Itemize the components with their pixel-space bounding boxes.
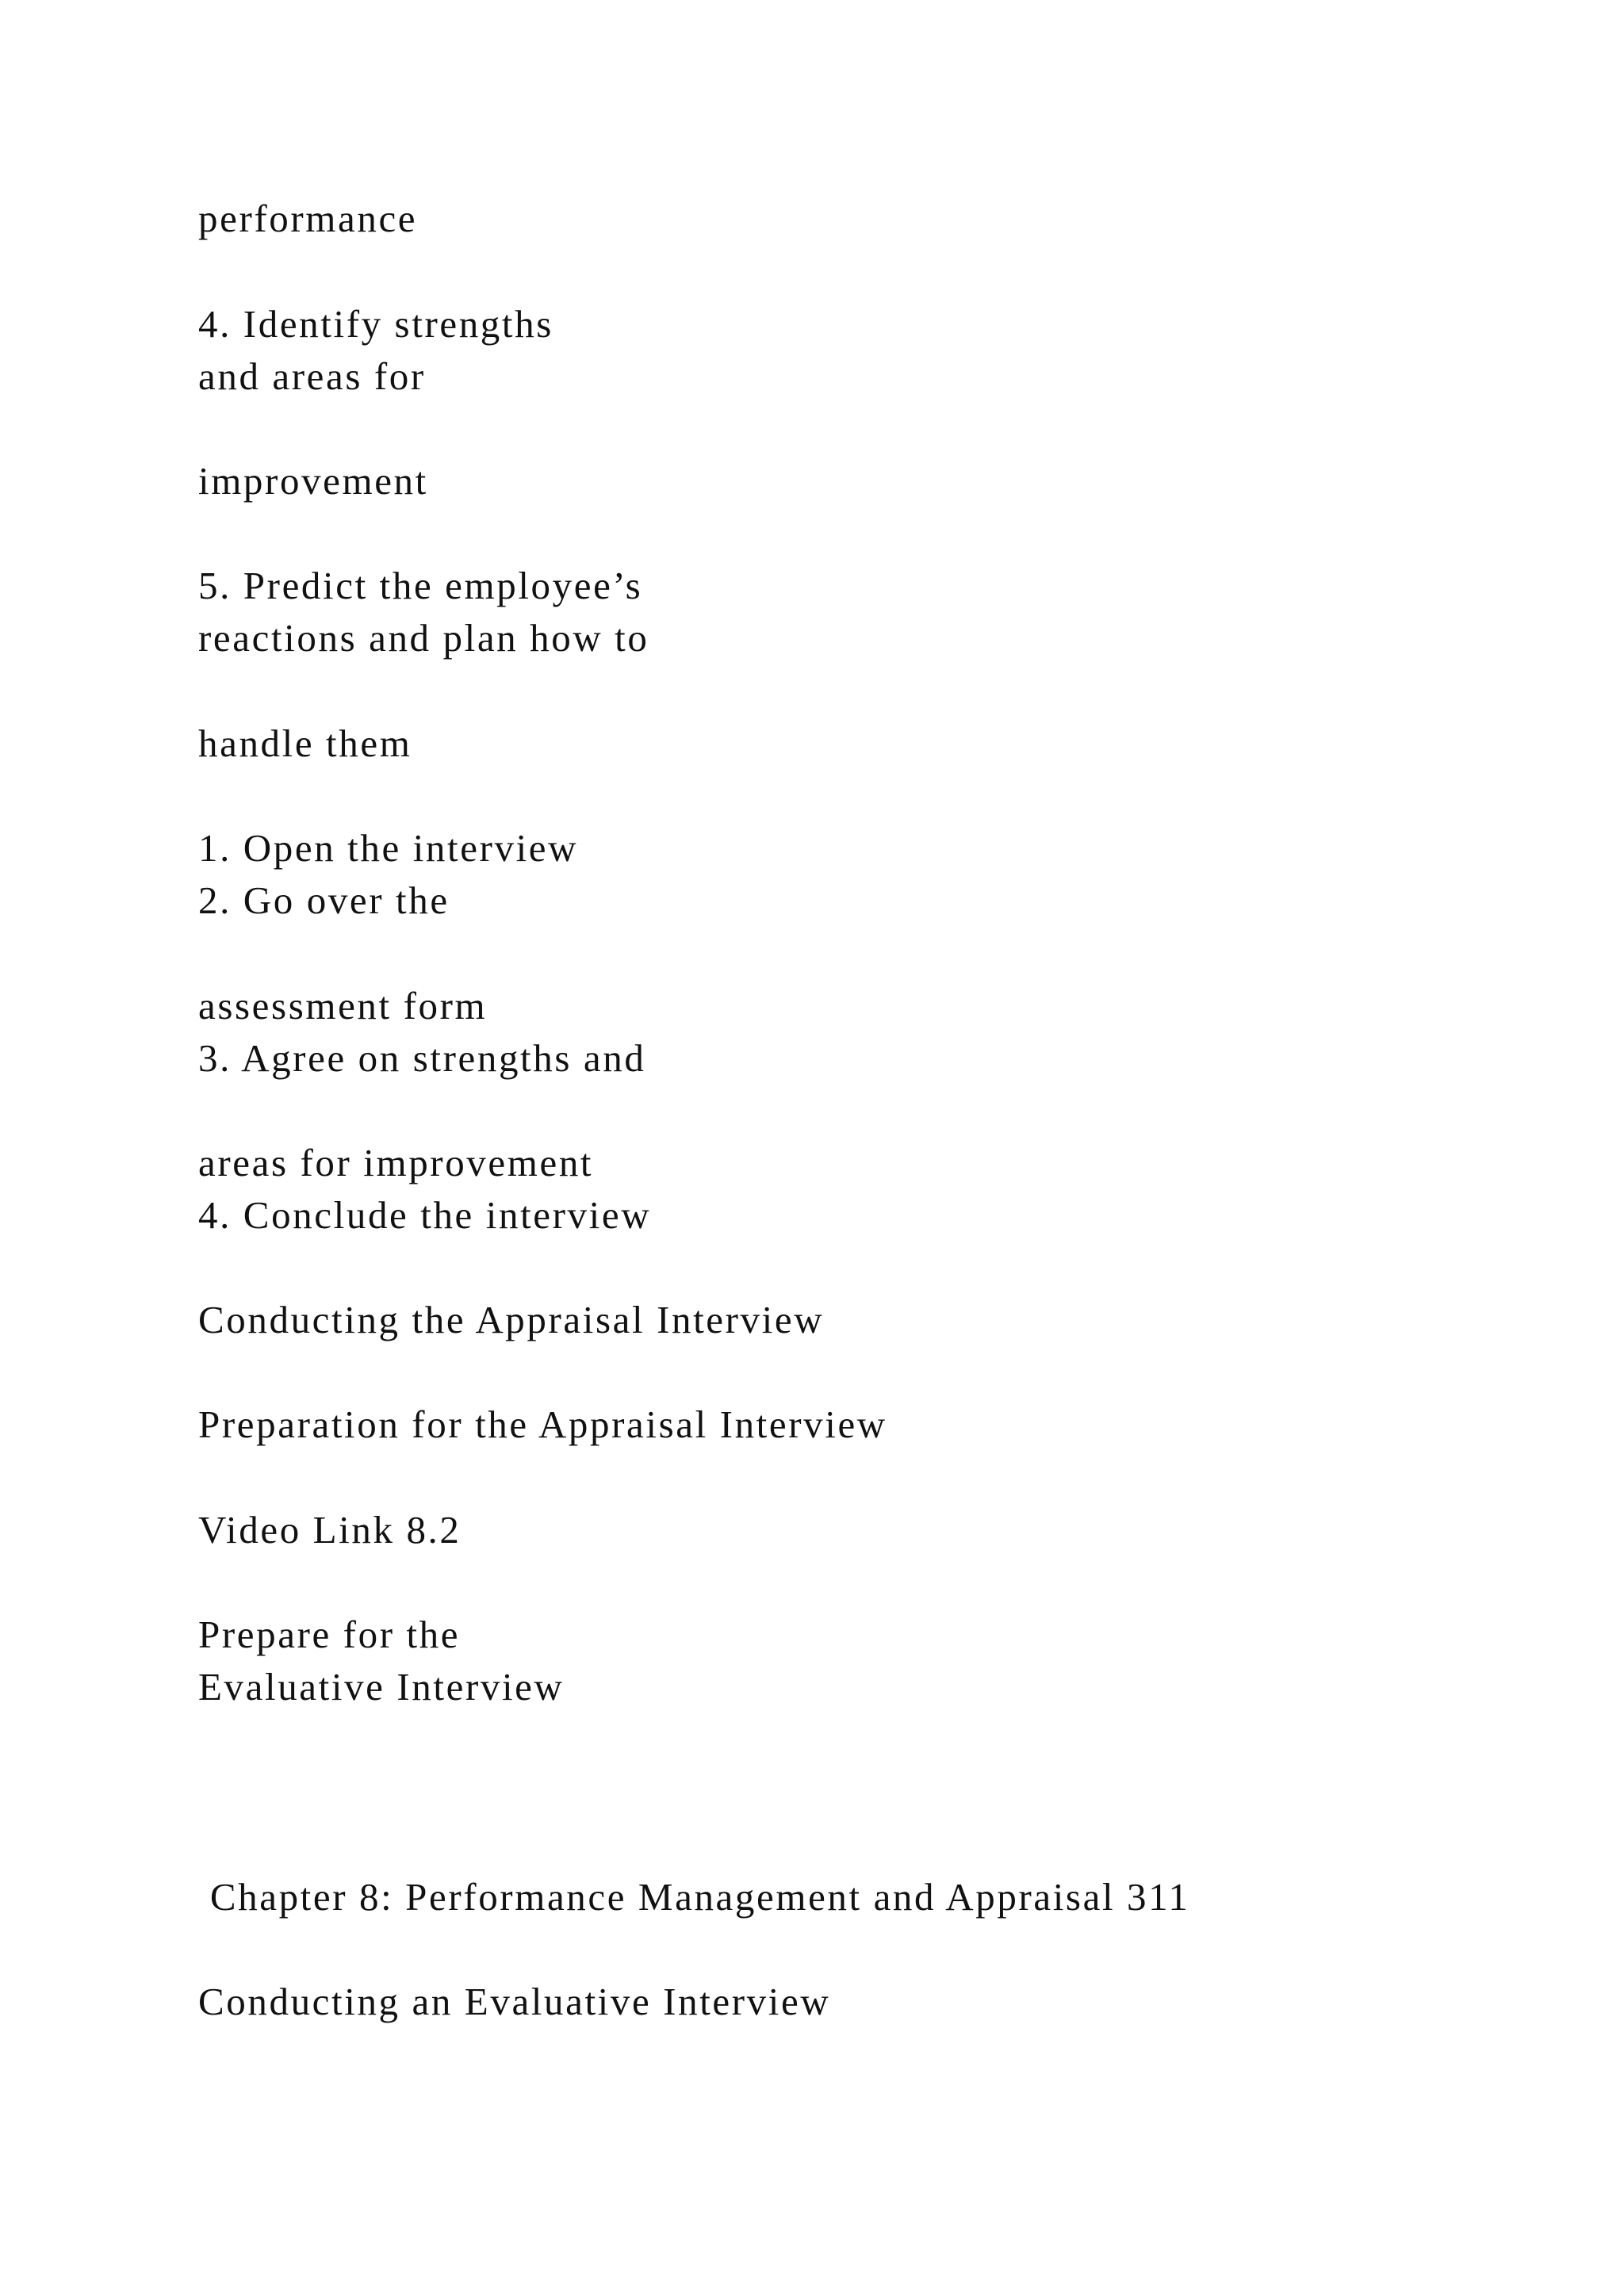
section-heading: Conducting the Appraisal Interview (198, 1298, 825, 1341)
text-line: Evaluative Interview (198, 1665, 565, 1709)
text-line: handle them (198, 721, 412, 765)
text-line: performance (198, 197, 418, 240)
text-line: 3. Agree on strengths and (198, 1036, 646, 1080)
text-line: areas for improvement (198, 1141, 594, 1184)
section-heading: Conducting an Evaluative Interview (198, 1980, 831, 2023)
text-line: and areas for (198, 354, 426, 398)
text-line: 4. Conclude the interview (198, 1193, 652, 1237)
text-line: improvement (198, 459, 428, 503)
page-footer-chapter: Chapter 8: Performance Management and Appraisal 311 (198, 1875, 1190, 1919)
text-line: Prepare for the (198, 1613, 461, 1656)
text-line: 5. Predict the employee’s (198, 564, 643, 607)
text-line: 1. Open the interview (198, 826, 579, 870)
text-line: reactions and plan how to (198, 616, 649, 660)
text-line: assessment form (198, 984, 488, 1027)
section-heading: Preparation for the Appraisal Interview (198, 1402, 887, 1446)
video-link-label: Video Link 8.2 (198, 1508, 462, 1552)
text-line: 4. Identify strengths (198, 302, 553, 346)
text-line: 2. Go over the (198, 878, 450, 922)
